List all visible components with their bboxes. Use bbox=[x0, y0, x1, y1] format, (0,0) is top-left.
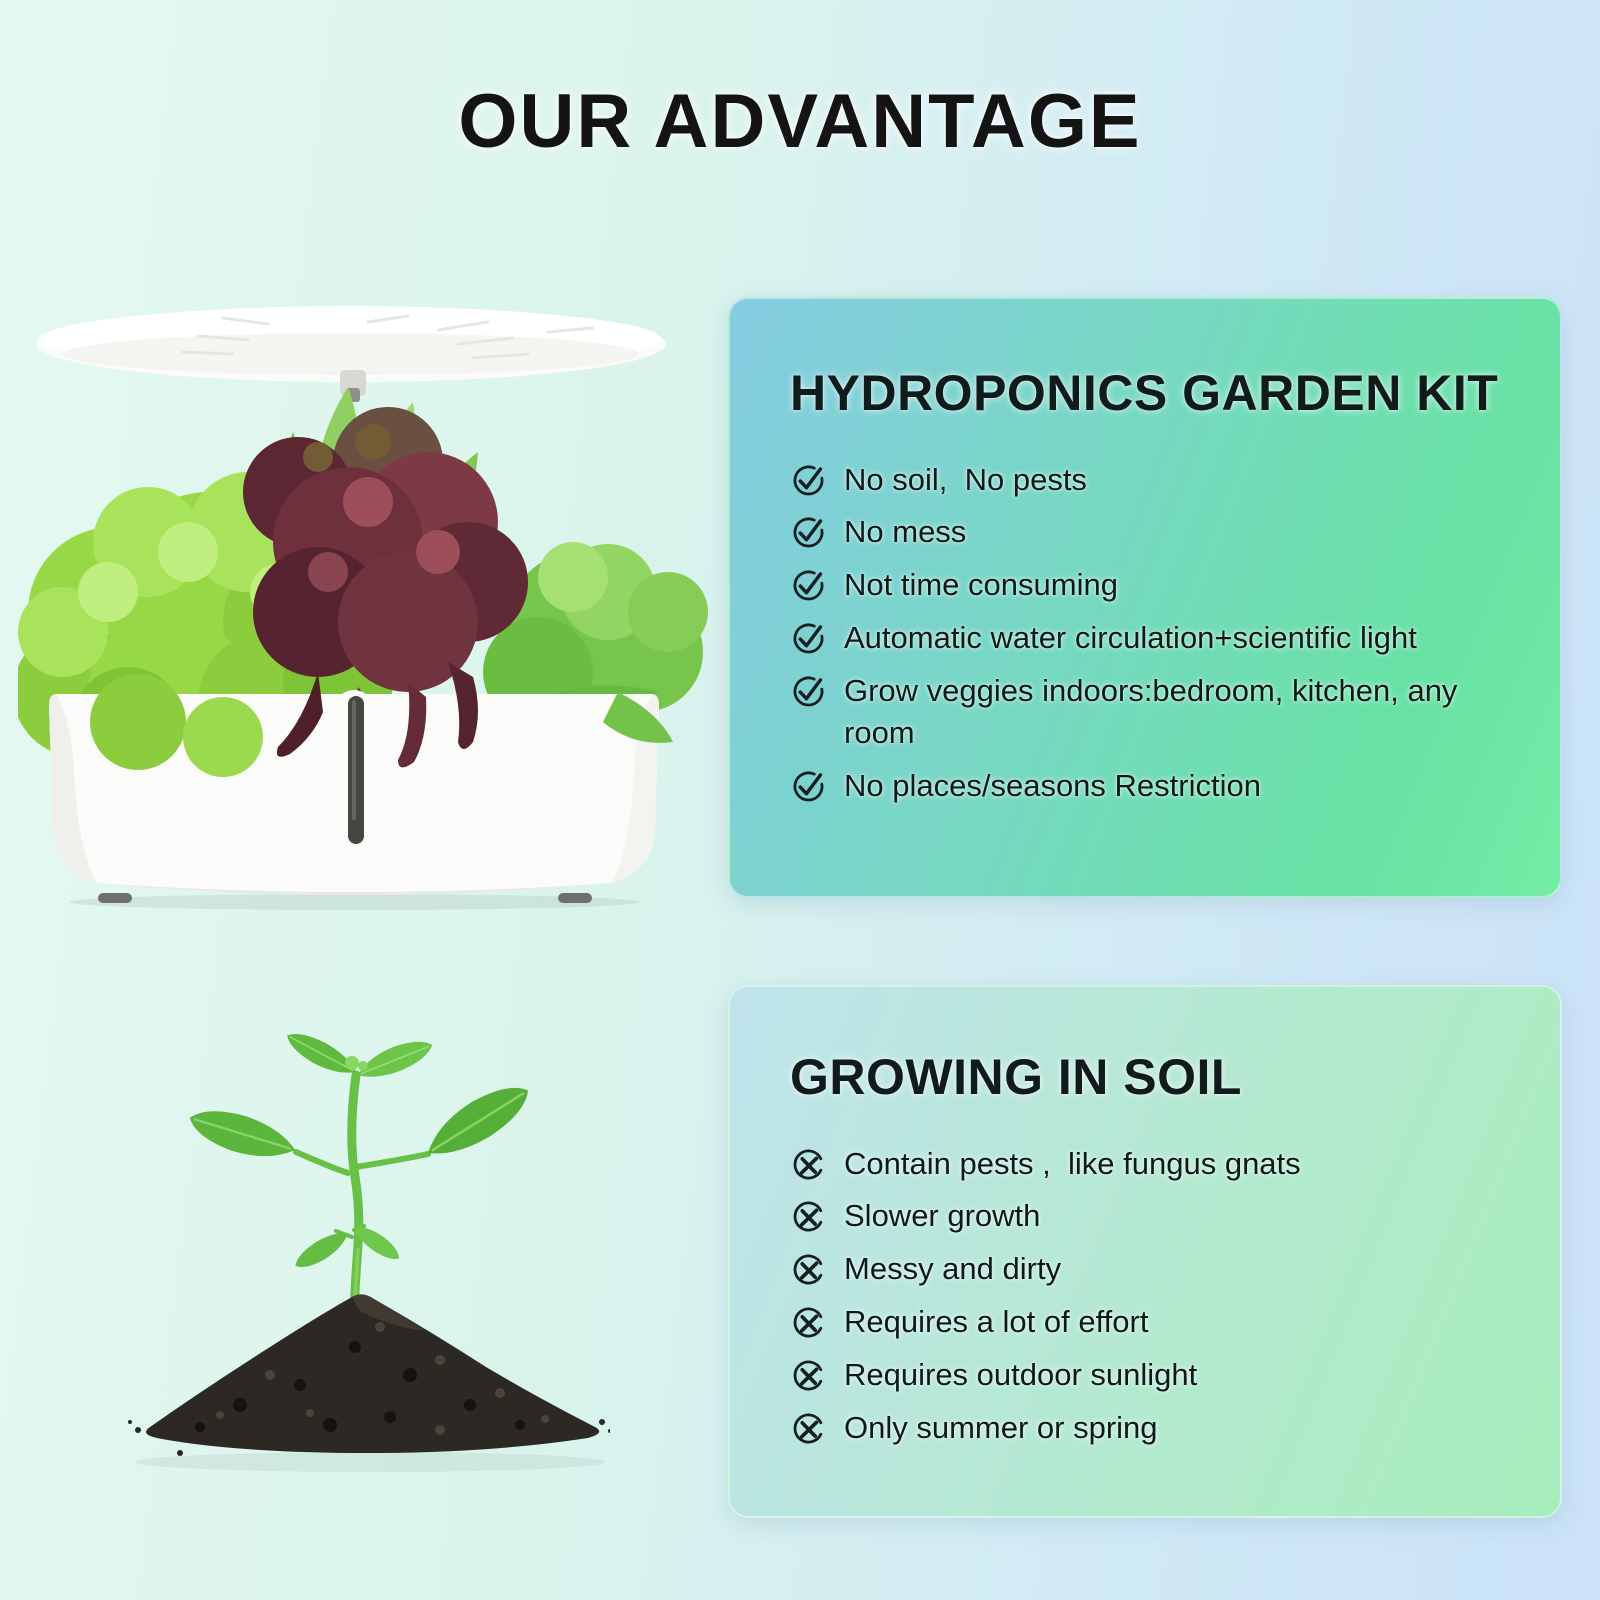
seedling-leaves bbox=[184, 1025, 538, 1274]
soil-seedling-photo bbox=[90, 975, 610, 1475]
check-circle-icon bbox=[790, 462, 827, 499]
list-item bbox=[790, 1301, 1502, 1343]
list-item bbox=[790, 1248, 1502, 1290]
list-item bbox=[790, 765, 1502, 807]
list-item-text: Contain pests , like fungus gnats bbox=[844, 1145, 1301, 1181]
list-item-text: Only summer or spring bbox=[844, 1409, 1158, 1445]
list-item bbox=[790, 1407, 1502, 1449]
cross-circle-icon bbox=[790, 1357, 827, 1394]
grow-lamp bbox=[36, 306, 666, 402]
check-circle-icon bbox=[790, 620, 827, 657]
check-circle-icon bbox=[790, 768, 827, 805]
list-item-text: Grow veggies indoors:bedroom, kitchen, any room bbox=[844, 672, 1467, 750]
cross-circle-icon bbox=[790, 1198, 827, 1235]
list-item-text: Slower growth bbox=[844, 1198, 1041, 1234]
hydroponics-feature-list bbox=[790, 459, 1502, 807]
cross-circle-icon bbox=[790, 1410, 827, 1447]
list-item bbox=[790, 459, 1502, 501]
check-circle-icon bbox=[790, 514, 827, 551]
check-circle-icon bbox=[790, 567, 827, 604]
list-item-text: Requires outdoor sunlight bbox=[844, 1356, 1198, 1392]
hydroponics-card-title: HYDROPONICS GARDEN KIT bbox=[790, 365, 1499, 421]
list-item-text: No places/seasons Restriction bbox=[844, 767, 1261, 803]
list-item bbox=[790, 511, 1502, 553]
list-item bbox=[790, 1143, 1502, 1185]
cross-circle-icon bbox=[790, 1146, 827, 1183]
soil-feature-list bbox=[790, 1143, 1502, 1449]
list-item-text: No mess bbox=[844, 514, 967, 550]
list-item bbox=[790, 564, 1502, 606]
list-item bbox=[790, 1354, 1502, 1396]
cross-circle-icon bbox=[790, 1304, 827, 1341]
list-item bbox=[790, 617, 1502, 659]
hydroponics-card bbox=[728, 297, 1562, 898]
list-item-text: Automatic water circulation+scientific light bbox=[844, 620, 1417, 656]
list-item-text: No soil, No pests bbox=[844, 461, 1087, 497]
list-item-text: Requires a lot of effort bbox=[844, 1304, 1149, 1340]
water-level-indicator bbox=[334, 690, 374, 852]
hydroponics-kit-photo bbox=[18, 292, 708, 912]
soil-mound bbox=[128, 1294, 610, 1456]
cross-circle-icon bbox=[790, 1251, 827, 1288]
soil-card bbox=[728, 985, 1562, 1518]
list-item-text: Messy and dirty bbox=[844, 1251, 1062, 1287]
soil-card-title: GROWING IN SOIL bbox=[790, 1049, 1242, 1105]
list-item bbox=[790, 1195, 1502, 1237]
list-item-text: Not time consuming bbox=[844, 567, 1118, 603]
page-title: OUR ADVANTAGE bbox=[458, 79, 1142, 164]
check-circle-icon bbox=[790, 673, 827, 710]
list-item bbox=[790, 670, 1502, 754]
